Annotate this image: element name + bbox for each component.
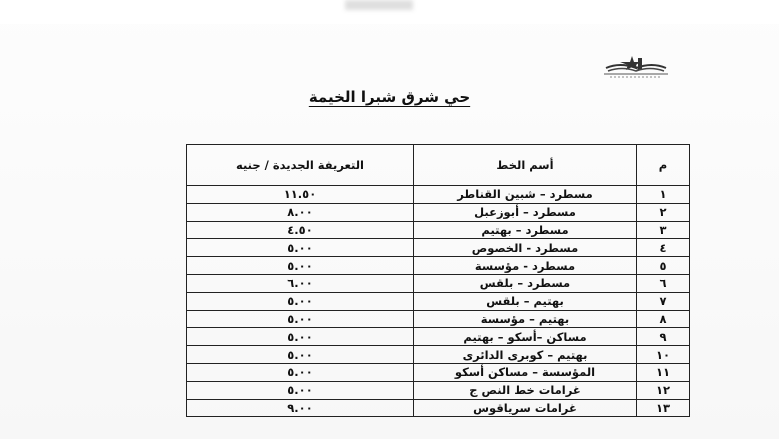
row-line-name: بهتيم – كوبرى الدائرى — [414, 346, 637, 364]
row-fare: ٥.٠٠ — [187, 381, 414, 399]
table-row — [187, 274, 690, 292]
row-fare: ٤.٥٠ — [187, 221, 414, 239]
row-number: ٣ — [637, 221, 690, 239]
header-line-name: أسم الخط — [414, 145, 637, 186]
row-number: ٢ — [637, 203, 690, 221]
row-line-name: مسطرد – بهتيم — [414, 221, 637, 239]
table-row — [187, 257, 690, 275]
row-number: ١٣ — [637, 399, 690, 417]
row-fare: ٥.٠٠ — [187, 292, 414, 310]
scan-smudge — [345, 0, 413, 10]
row-number: ٦ — [637, 274, 690, 292]
row-line-name: غرامات خط النص ج — [414, 381, 637, 399]
government-emblem-icon — [600, 52, 672, 80]
row-line-name: المؤسسة – مساكن أسكو — [414, 363, 637, 381]
row-line-name: مسطرد - مؤسسة — [414, 257, 637, 275]
table-row — [187, 310, 690, 328]
row-fare: ٥.٠٠ — [187, 239, 414, 257]
row-line-name: بهتيم – بلقس — [414, 292, 637, 310]
table-row — [187, 381, 690, 399]
page-title: حي شرق شبرا الخيمة — [308, 88, 471, 106]
row-fare: ٥.٠٠ — [187, 346, 414, 364]
row-number: ١ — [637, 186, 690, 204]
row-fare: ٨.٠٠ — [187, 203, 414, 221]
row-number: ٨ — [637, 310, 690, 328]
header-number: م — [637, 145, 690, 186]
row-number: ٥ — [637, 257, 690, 275]
row-number: ٧ — [637, 292, 690, 310]
row-fare: ٥.٠٠ — [187, 257, 414, 275]
table-row — [187, 399, 690, 417]
table-row — [187, 346, 690, 364]
row-number: ١١ — [637, 363, 690, 381]
row-line-name: غرامات سرياقوس — [414, 399, 637, 417]
table-header-row — [187, 145, 690, 186]
table-row — [187, 328, 690, 346]
tariff-table — [186, 144, 690, 417]
table-row — [187, 203, 690, 221]
row-number: ٩ — [637, 328, 690, 346]
table-row — [187, 221, 690, 239]
row-line-name: بهتيم – مؤسسة — [414, 310, 637, 328]
table-row — [187, 186, 690, 204]
row-line-name: مسطرد – أبوزعبل — [414, 203, 637, 221]
table-row — [187, 363, 690, 381]
row-fare: ٥.٠٠ — [187, 328, 414, 346]
header-new-fare: التعريفة الجديدة / جنيه — [187, 145, 414, 186]
row-number: ٤ — [637, 239, 690, 257]
row-fare: ١١.٥٠ — [187, 186, 414, 204]
row-fare: ٩.٠٠ — [187, 399, 414, 417]
row-line-name: مسطرد – بلقس — [414, 274, 637, 292]
row-line-name: مساكن –أسكو – بهتيم — [414, 328, 637, 346]
row-number: ١٢ — [637, 381, 690, 399]
row-line-name: مسطرد - الخصوص — [414, 239, 637, 257]
table-row — [187, 239, 690, 257]
row-number: ١٠ — [637, 346, 690, 364]
row-fare: ٥.٠٠ — [187, 310, 414, 328]
row-fare: ٥.٠٠ — [187, 363, 414, 381]
table-row — [187, 292, 690, 310]
row-line-name: مسطرد – شبين القناطر — [414, 186, 637, 204]
row-fare: ٦.٠٠ — [187, 274, 414, 292]
